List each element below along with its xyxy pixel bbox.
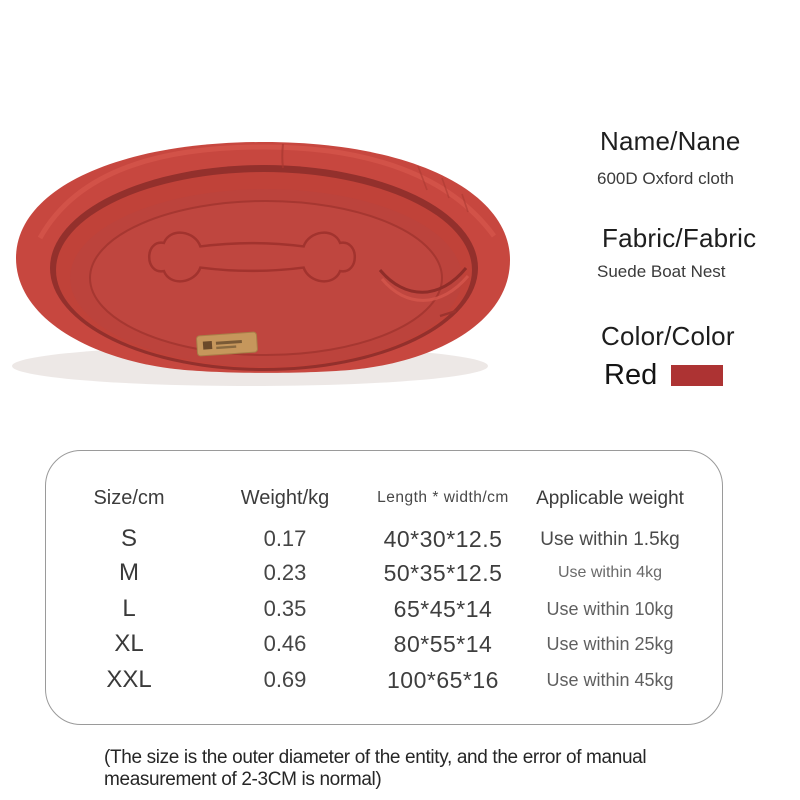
weight-value: 0.46 [263,631,307,656]
header-dimensions: Length * width/cm [377,489,509,507]
size-value: L [122,595,136,622]
applicable-weight-value: Use within 25kg [546,634,674,654]
applicable-weight-value: Use within 4kg [557,564,663,581]
size-value: XXL [106,666,152,693]
table-row-l [46,593,692,625]
dimensions-value: 40*30*12.5 [383,525,503,552]
color-value: Red [604,359,658,391]
dimensions-value: 65*45*14 [393,595,493,622]
dimensions-value: 100*65*16 [387,666,499,693]
table-row-s [46,523,692,555]
weight-value: 0.69 [263,667,307,692]
table-row-xxl [46,664,692,696]
color-label: Color/Color [601,321,735,351]
size-value: S [120,525,137,552]
dimensions-value: 50*35*12.5 [383,559,503,586]
brand-tag [196,332,257,356]
fabric-value: Suede Boat Nest [597,262,726,281]
color-swatch [671,365,723,386]
size-value: M [119,559,139,586]
size-table-header-row [46,484,692,512]
applicable-weight-value: Use within 10kg [546,599,674,619]
header-applicable-weight: Applicable weight [536,487,684,509]
name-label: Name/Nane [600,126,741,156]
fabric-label: Fabric/Fabric [602,223,757,253]
table-row-m [46,557,692,589]
name-value: 600D Oxford cloth [597,169,735,188]
applicable-weight-value: Use within 45kg [546,670,674,690]
dimensions-value: 80*55*14 [393,630,493,657]
header-weight: Weight/kg [240,487,330,509]
applicable-weight-value: Use within 1.5kg [540,528,680,550]
header-size: Size/cm [93,487,165,509]
size-value: XL [114,630,144,657]
weight-value: 0.17 [263,526,307,551]
table-row-xl [46,628,692,660]
weight-value: 0.35 [263,596,307,621]
product-photo-pet-bed [0,120,520,420]
bed-top-seam [282,144,283,168]
measurement-footnote: (The size is the outer diameter of the entity, and the error of manual measurement of 2-3CM is normal) [104,747,647,790]
size-table [45,450,723,725]
weight-value: 0.23 [263,560,307,585]
